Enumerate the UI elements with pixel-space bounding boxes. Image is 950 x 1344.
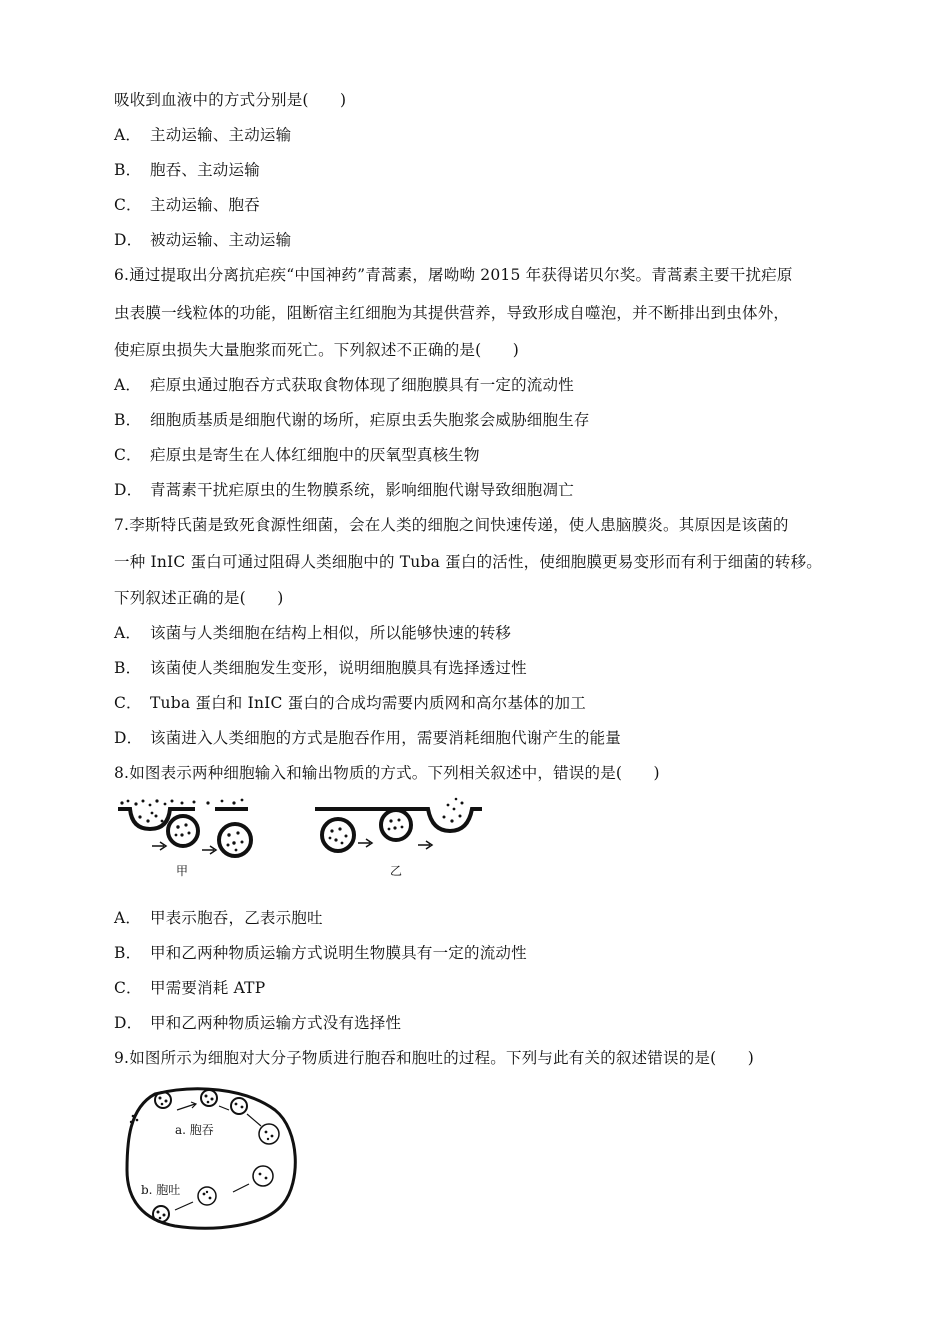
q7-stem-line-3: 下列叙述正确的是( ): [114, 589, 284, 607]
q7-option-b: B． 该菌使人类细胞发生变形，说明细胞膜具有选择透过性: [114, 659, 527, 677]
figure-label-jia: 甲: [176, 864, 189, 878]
q5-option-b: B． 胞吞、主动运输: [114, 161, 260, 179]
q7-stem-line-2: 一种 InIC 蛋白可通过阻碍人类细胞中的 Tuba 蛋白的活性，使细胞膜更易变形而有利于细菌的转移。: [114, 553, 822, 571]
q7-option-d: D． 该菌进入人类细胞的方式是胞吞作用，需要消耗细胞代谢产生的能量: [114, 729, 622, 747]
q6-stem-line-1: 6.通过提取出分离抗疟疾“中国神药”青蒿素，屠呦呦 2015 年获得诺贝尔奖。青蒿素主要干扰疟原: [114, 266, 793, 284]
q6-stem-line-3: 使疟原虫损失大量胞浆而死亡。下列叙述不正确的是( ): [114, 341, 519, 359]
figure-jia: [118, 799, 251, 856]
q8-option-c: C． 甲需要消耗 ATP: [114, 979, 266, 997]
q5-option-a: A． 主动运输、主动运输: [114, 126, 292, 144]
q9-figure: [115, 1082, 305, 1234]
figure-yi: [315, 798, 482, 851]
figure-label-exocytosis: b. 胞吐: [141, 1183, 181, 1197]
q5-stem-tail: 吸收到血液中的方式分别是( ): [114, 91, 347, 109]
cell-membrane: [127, 1089, 295, 1228]
q7-option-c: C． Tuba 蛋白和 InIC 蛋白的合成均需要内质网和高尔基体的加工: [114, 694, 586, 712]
q6-option-a: A． 疟原虫通过胞吞方式获取食物体现了细胞膜具有一定的流动性: [114, 376, 574, 394]
figure-label-endocytosis: a. 胞吞: [175, 1123, 214, 1137]
figure-label-yi: 乙: [390, 864, 403, 878]
q7-option-a: A． 该菌与人类细胞在结构上相似，所以能够快速的转移: [114, 624, 512, 642]
q8-figure: [110, 795, 490, 885]
q6-option-b: B． 细胞质基质是细胞代谢的场所，疟原虫丢失胞浆会威胁细胞生存: [114, 411, 590, 429]
q6-option-d: D． 青蒿素干扰疟原虫的生物膜系统，影响细胞代谢导致细胞凋亡: [114, 481, 574, 499]
q5-option-c: C． 主动运输、胞吞: [114, 196, 260, 214]
q5-option-d: D． 被动运输、主动运输: [114, 231, 292, 249]
q8-option-a: A． 甲表示胞吞，乙表示胞吐: [114, 909, 323, 927]
q8-stem: 8.如图表示两种细胞输入和输出物质的方式。下列相关叙述中，错误的是( ): [114, 764, 660, 782]
q7-stem-line-1: 7.李斯特氏菌是致死食源性细菌，会在人类的细胞之间快速传递，使人患脑膜炎。其原因是该菌的: [114, 516, 789, 534]
q6-stem-line-2: 虫表膜一线粒体的功能，阻断宿主红细胞为其提供营养，导致形成自噬泡，并不断排出到虫体外，: [114, 304, 790, 322]
q8-option-d: D． 甲和乙两种物质运输方式没有选择性: [114, 1014, 402, 1032]
q6-option-c: C． 疟原虫是寄生在人体红细胞中的厌氧型真核生物: [114, 446, 480, 464]
q8-option-b: B． 甲和乙两种物质运输方式说明生物膜具有一定的流动性: [114, 944, 527, 962]
q9-stem: 9.如图所示为细胞对大分子物质进行胞吞和胞吐的过程。下列与此有关的叙述错误的是( ): [114, 1049, 754, 1067]
